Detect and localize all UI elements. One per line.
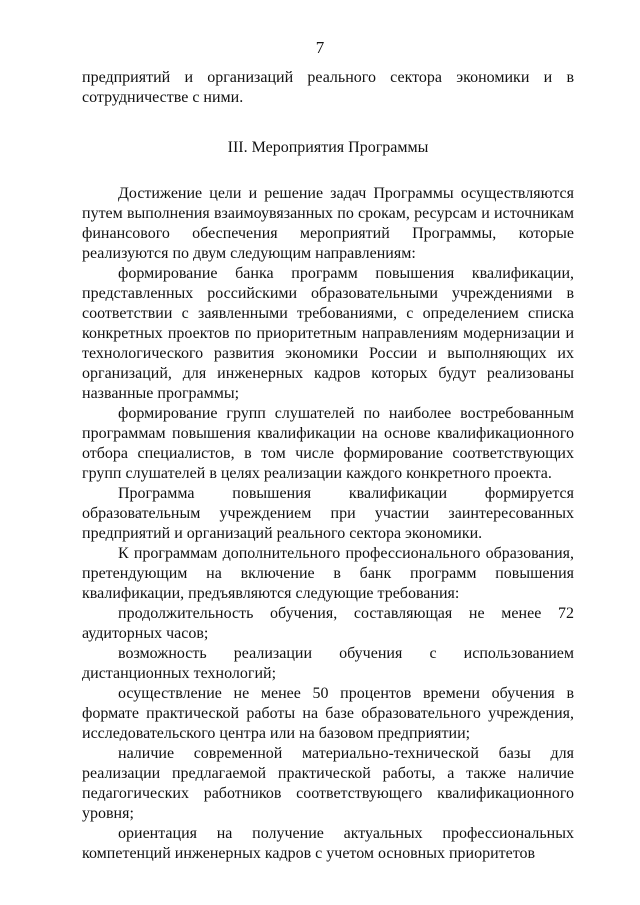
paragraph: Программа повышения квалификации формируется образовательным учреждением при участии заинтересованных предприятий и организаций реального сектора экономики. [82, 485, 574, 542]
paragraph: осуществление не менее 50 процентов времени обучения в формате практической работы на базе образовательного учреждения, исследовательского центра или на базовом предприятии; [82, 685, 574, 742]
paragraph: продолжительность обучения, составляющая не менее 72 аудиторных часов; [82, 605, 574, 642]
section-title: III. Мероприятия Программы [227, 139, 429, 156]
paragraph: Достижение цели и решение задач Программы осуществляются путем выполнения взаимоувязанных по срокам, ресурсам и источникам финансового обеспечения мероприятий Программы, которые реализуются по двум следующим направлениям: [82, 185, 574, 262]
paragraph: формирование банка программ повышения квалификации, представленных российскими образовательными учреждениями в соответствии с заявленными требованиями, с определением списка конкретных проектов по приоритетным направлениям модернизации и технологического развития экономики России и выполняющих их организаций, для инженерных кадров которых будут реализованы названные программы; [82, 265, 574, 402]
paragraph-continuation: предприятий и организаций реального сектора экономики и в сотрудничестве с ними. [82, 69, 574, 106]
document-body [82, 68, 574, 864]
paragraph: наличие современной материально-технической базы для реализации предлагаемой практической работы, а также наличие педагогических работников соответствующего квалификационного уровня; [82, 745, 574, 822]
paragraph: формирование групп слушателей по наиболее востребованным программам повышения квалификации на основе квалификационного отбора специалистов, в том числе формирование соответствующих групп слушателей в целях реализации каждого конкретного проекта. [82, 405, 574, 482]
paragraph: К программам дополнительного профессионального образования, претендующим на включение в банк программ повышения квалификации, предъявляются следующие требования: [82, 545, 574, 602]
paragraph: ориентация на получение актуальных профессиональных компетенций инженерных кадров с учетом основных приоритетов [82, 825, 574, 862]
page-number: 7 [315, 38, 325, 57]
paragraph: возможность реализации обучения с использованием дистанционных технологий; [82, 645, 574, 682]
